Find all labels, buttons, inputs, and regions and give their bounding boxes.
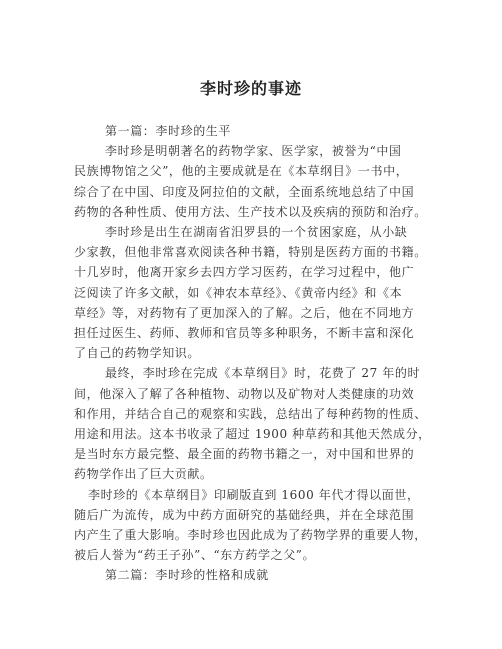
text-line: 泛阅读了许多文献，如《神农本草经》、《黄帝内经》和《本 (74, 285, 403, 300)
text-line: 药物的各种性质、使用方法、生产技术以及疾病的预防和治疗。 (74, 204, 427, 219)
text-line: 担任过医生、药师、教师和官员等多种职务，不断丰富和深化 (74, 326, 415, 341)
text-line: 李时珍是出生在湖南省汨罗县的一个贫困家庭，从小缺 (105, 225, 408, 240)
text-line: 民族博物馆之父”，他的主要成就是在《本草纲目》一书中， (74, 164, 409, 179)
text-line: 十几岁时，他离开家乡去四方学习医药，在学习过程中，他广 (74, 265, 415, 280)
text-line: 少家教，但他非常喜欢阅读各种书籍，特别是医药方面的书籍。 (74, 245, 427, 260)
text-line: 随后广为流传，成为中药方面研究的基础经典，并在全球范围 (74, 507, 415, 522)
text-line: 综合了在中国、印度及阿拉伯的文献，全面系统地总结了中国 (74, 184, 415, 199)
text-line: 和作用，并结合自己的观察和实践，总结出了每种药物的性质、 (74, 406, 427, 421)
text-line: 内产生了重大影响。李时珍也因此成为了药物学界的重要人物， (74, 528, 427, 543)
document-title: 李时珍的事迹 (199, 79, 302, 98)
text-line: 最终，李时珍在完成《本草纲目》时，花费了 27 年的时 (105, 366, 421, 381)
text-line: 间，他深入了解了各种植物、动物以及矿物对人类健康的功效 (74, 386, 415, 401)
text-line: 李时珍的《本草纲目》印刷版直到 1600 年代才得以面世， (88, 487, 420, 502)
document-body (74, 121, 444, 586)
section-heading: 第一篇：李时珍的生平 (105, 124, 232, 138)
text-line: 被后人誉为“药王子孙”、“东方药学之父”。 (74, 548, 316, 563)
text-line: 了自己的药物学知识。 (74, 346, 201, 361)
text-line: 李时珍是明朝著名的药物学家、医学家，被誉为“中国 (105, 144, 402, 159)
text-line: 是当时东方最完整、最全面的药物书籍之一，对中国和世界的 (74, 447, 415, 462)
text-line: 草经》等，对药物有了更加深入的了解。之后，他在不同地方 (74, 305, 415, 320)
section-heading: 第二篇：李时珍的性格和成就 (105, 568, 269, 583)
text-line: 用途和用法。这本书收录了超过 1900 种草药和其他天然成分， (74, 427, 431, 442)
text-line: 药物学作出了巨大贡献。 (74, 467, 213, 482)
